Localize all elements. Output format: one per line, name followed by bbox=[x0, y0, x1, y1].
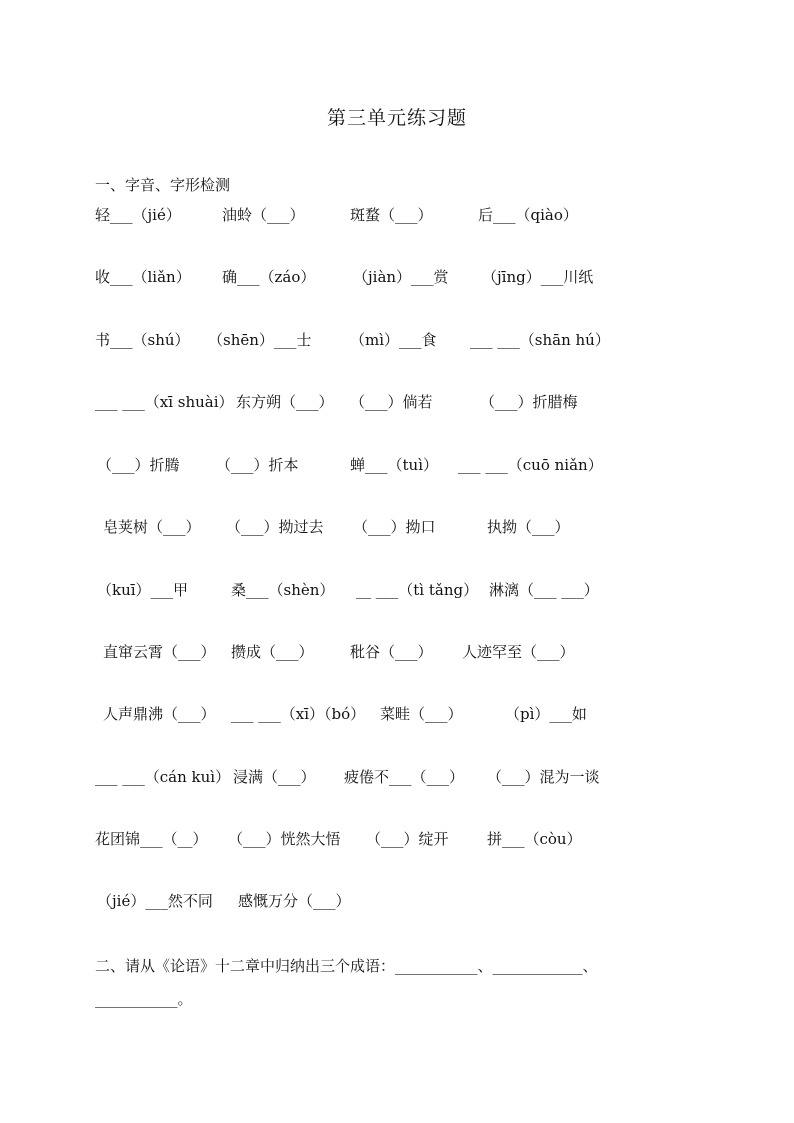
question-item: （shēn）___士 bbox=[208, 331, 312, 349]
question-row bbox=[0, 828, 794, 852]
question-item: 人迹罕至（___） bbox=[462, 643, 575, 661]
question-item: 油蛉（___） bbox=[222, 206, 305, 224]
question-item: （kuī）___甲 bbox=[97, 581, 189, 599]
question-row bbox=[0, 516, 794, 540]
question-row bbox=[0, 329, 794, 353]
question-item: 书___（shú） bbox=[95, 331, 190, 349]
question-item: 花团锦___（__） bbox=[95, 830, 208, 848]
question-item: ___ ___（shān hú） bbox=[470, 331, 610, 349]
question-item: （___）折本 bbox=[216, 456, 299, 474]
question-item: （___）恍然大悟 bbox=[228, 830, 341, 848]
question-item: 桑___（shèn） bbox=[231, 581, 335, 599]
question-item: 拼___（còu） bbox=[487, 830, 582, 848]
question-item: （___）混为一谈 bbox=[487, 768, 600, 786]
question-item: （jiàn）___赏 bbox=[353, 268, 449, 286]
question-item: 浸满（___） bbox=[233, 768, 316, 786]
question-item: __ ___（tì tǎng） bbox=[356, 581, 479, 599]
question-row bbox=[0, 579, 794, 603]
question-item: ___ ___（cán kuì） bbox=[95, 768, 231, 786]
question-item: ___ ___（xī）（bó） bbox=[231, 705, 366, 723]
question-item: 人声鼎沸（___） bbox=[103, 705, 216, 723]
question-item: 后___（qiào） bbox=[478, 206, 578, 224]
question-item: 感慨万分（___） bbox=[238, 892, 351, 910]
question-item: 蝉___（tuì） bbox=[350, 456, 438, 474]
question-item: 轻___（jié） bbox=[95, 206, 181, 224]
page-title: 第三单元练习题 bbox=[326, 107, 467, 129]
question-item: 直窜云霄（___） bbox=[103, 643, 216, 661]
question-item: 执拗（___） bbox=[487, 518, 570, 536]
question-item: 确___（záo） bbox=[222, 268, 316, 286]
question-item: 淋漓（___ ___） bbox=[489, 581, 599, 599]
question-item: （___）折腾 bbox=[97, 456, 180, 474]
question-row bbox=[0, 641, 794, 665]
question-item: ___ ___（xī shuài） bbox=[95, 393, 234, 411]
question-item: ___ ___（cuō niǎn） bbox=[458, 456, 603, 474]
question-item: （___）绽开 bbox=[366, 830, 449, 848]
section-2-question: 二、请从《论语》十二章中归纳出三个成语：___________、____________、 bbox=[95, 957, 598, 975]
question-item: （jīng）___川纸 bbox=[482, 268, 594, 286]
question-item: （pì）___如 bbox=[505, 705, 587, 723]
question-item: （jié）___然不同 bbox=[97, 892, 213, 910]
section-1-heading: 一、字音、字形检测 bbox=[95, 176, 231, 194]
question-item: （mì）___食 bbox=[350, 331, 437, 349]
question-item: 攒成（___） bbox=[231, 643, 314, 661]
question-row bbox=[0, 204, 794, 228]
question-item: （___）拗过去 bbox=[226, 518, 324, 536]
question-item: 东方朔（___） bbox=[236, 393, 334, 411]
question-row bbox=[0, 766, 794, 790]
question-item: （___）折腊梅 bbox=[480, 393, 578, 411]
question-row bbox=[0, 703, 794, 727]
question-row bbox=[0, 391, 794, 415]
question-item: 斑蝥（___） bbox=[350, 206, 433, 224]
question-item: 疲倦不___（___） bbox=[344, 768, 465, 786]
question-row bbox=[0, 454, 794, 478]
question-item: 皂荚树（___） bbox=[103, 518, 201, 536]
section-2-question-continued: ___________。 bbox=[95, 990, 193, 1008]
question-row bbox=[0, 890, 794, 914]
question-item: 菜畦（___） bbox=[380, 705, 463, 723]
question-item: 秕谷（___） bbox=[350, 643, 433, 661]
question-item: （___）拗口 bbox=[353, 518, 436, 536]
question-item: （___）倘若 bbox=[350, 393, 433, 411]
question-row bbox=[0, 266, 794, 290]
question-item: 收___（liǎn） bbox=[95, 268, 191, 286]
